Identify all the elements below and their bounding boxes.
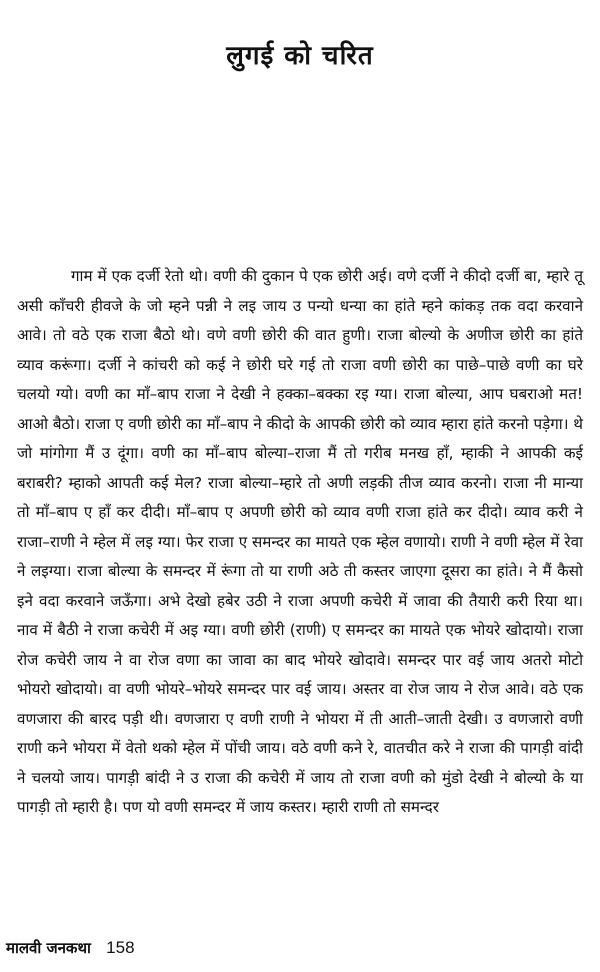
footer-book-title: मालवी जनकथा: [6, 939, 91, 957]
page-title: लुगई को चरित: [226, 41, 374, 71]
page-footer: [6, 938, 135, 958]
page-number: 158: [106, 938, 135, 957]
story-text: [17, 262, 583, 823]
body-paragraph: गाम में एक दर्जी रेतो थो। वणी की दुकान पे एक छोरी अई। वणे दर्जी ने कीदो दर्जी बा, म्हारे तू असी काँचरी हीवजे के जो म्हने पन्नी ने लइ जाय उ पन्यो धन्या का हांते म्हने कांकड़ तक वदा करवाने आवे। तो वठे एक राजा बैठो थो। वणे वणी छोरी की वात हुणी। राजा बोल्यो के अणीज छोरी का हांते व्याव करूंगा। दर्जी ने कांचरी को कई ने छोरी घरे गई तो राजा वणी छोरी का पाछे–पाछे वणी का घरे चलयो ग्यो। वणी का माँ–बाप राजा ने देखी ने हक्का–बक्का रइ ग्या। राजा बोल्या, आप घबराओ मत! आओ बैठो। राजा ए वणी छोरी का माँ–बाप ने कीदो के आपकी छोरी को व्याव म्हारा हांते करनो पड़ेगा। थे जो मांगोगा मैं उ दूंगा। वणी का माँ–बाप बोल्या–राजा मैं तो गरीब मनख हाँ, म्हाकी ने आपकी कई बराबरी? म्हाको आपती कई मेल? राजा बोल्या–म्हारे तो अणी लड़की तीज व्याव करनो। राजा नी मान्या तो माँ–बाप ए हाँ कर दीदी। माँ–बाप ए अपणी छोरी को व्याव वणी राजा हांते कर दीदो। व्याव करी ने राजा–राणी ने म्हेल में लइ ग्या। फेर राजा ए समन्दर का मायते एक म्हेल वणायो। राणी ने वणी म्हेल में रेवा ने लइग्या। राजा बोल्या के समन्दर में रूंगा तो या राणी अठे ती कस्तर जाएगा दूसरा का हांते। ने मैं कैसो इने वदा करवाने जऊँगा। अभे देखो हबेर उठी ने राजा अपणी कचेरी में जावा की तैयारी करी रिया था। नाव में बैठी ने राजा कचेरी में अइ ग्या। वणी छोरी (राणी) ए समन्दर का मायते एक भोयरे खोदायो। राजा रोज कचेरी जाय ने वा रोज वणा का जावा का बाद भोयरे खोदावे। समन्दर पार वई जाय अतरो मोटो भोयरो खोदायो। वा वणी भोयरे–भोयरे समन्दर पार वई जाय। अस्तर वा रोज जाय ने रोज आवे। वठे एक वणजारा की बारद पड़ी थी। वणजारा ए वणी राणी ने भोयरा में ती आती–जाती देखी। उ वणजारो वणी राणी कने भोयरा में वेतो थको म्हेल में पोंची जाय। वठे वणी कने रे, वातचीत करे ने राजा की पागड़ी वांदी ने चलयो जाय। पागड़ी बांदी ने उ राजा की कचेरी में जाय तो राजा वणी को मुंडो देखी ने बोल्यो के या पागड़ी तो म्हारी है। पण यो वणी समन्दर में जाय कस्तर। म्हारी राणी तो समन्दर: [17, 267, 583, 816]
